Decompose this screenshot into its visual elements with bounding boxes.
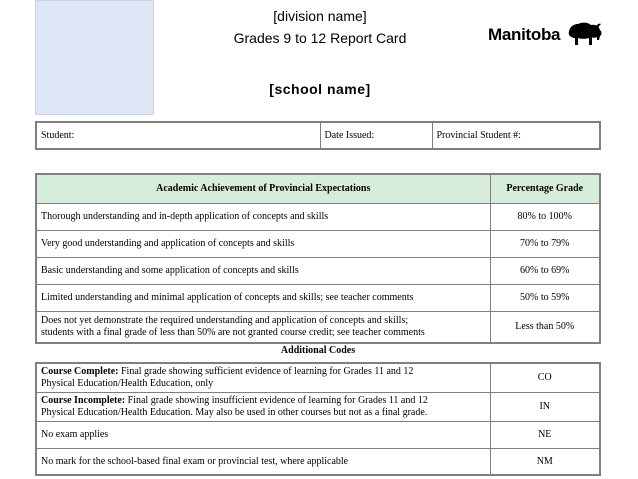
percentage-grade: 70% to 79% (490, 230, 600, 257)
table-row (36, 284, 600, 311)
table-row (36, 421, 600, 448)
desc-line: Final grade showing sufficient evidence of learning for Grades 11 and 12 (118, 365, 414, 377)
school-logo-placeholder (35, 0, 154, 115)
table-row (36, 392, 600, 421)
code-desc (36, 363, 490, 392)
additional-codes-table (35, 362, 601, 476)
code-desc: No mark for the school-based final exam or provincial test, where applicable (36, 448, 490, 475)
code-lead: Course Incomplete: (41, 394, 126, 406)
table-row (36, 230, 600, 257)
achievement-col-header: Academic Achievement of Provincial Expectations (36, 174, 490, 203)
table-row (36, 363, 600, 392)
school-name: [school name] (269, 81, 371, 97)
code-value: NE (490, 421, 600, 448)
code-lead: Course Complete: (41, 365, 119, 377)
table-row (36, 257, 600, 284)
achievement-desc: Very good understanding and application of concepts and skills (36, 230, 490, 257)
code-value: CO (490, 363, 600, 392)
code-desc (36, 392, 490, 421)
student-info-table (35, 121, 601, 150)
additional-codes-title: Additional Codes (280, 345, 356, 356)
achievement-desc: Limited understanding and minimal application of concepts and skills; see teacher comments (36, 284, 490, 311)
percentage-grade: Less than 50% (490, 311, 600, 343)
percentage-grade: 60% to 69% (490, 257, 600, 284)
date-issued-label: Date Issued: (320, 122, 432, 149)
achievement-table (35, 173, 601, 344)
desc-line: Final grade showing insufficient evidence of learning for Grades 11 and 12 (125, 394, 428, 406)
table-row (36, 448, 600, 475)
student-label: Student: (36, 122, 320, 149)
achievement-desc: Thorough understanding and in-depth application of concepts and skills (36, 203, 490, 230)
achievement-desc: Basic understanding and some application of concepts and skills (36, 257, 490, 284)
desc-line: students with a final grade of less than 50% are not granted course credit; see teacher comments (41, 326, 425, 338)
table-row (36, 311, 600, 343)
manitoba-logo (488, 19, 603, 49)
bison-icon (566, 19, 604, 49)
code-value: NM (490, 448, 600, 475)
percentage-col-header: Percentage Grade (490, 174, 600, 203)
desc-line: Physical Education/Health Education, only (41, 377, 214, 389)
desc-line: Physical Education/Health Education. May also be used in other courses but not as a final grade. (41, 406, 428, 418)
achievement-header-row (36, 174, 600, 203)
achievement-desc (36, 311, 490, 343)
table-row (36, 203, 600, 230)
percentage-grade: 80% to 100% (490, 203, 600, 230)
manitoba-wordmark: Manitoba (488, 25, 561, 44)
report-card-title: Grades 9 to 12 Report Card (233, 30, 407, 46)
percentage-grade: 50% to 59% (490, 284, 600, 311)
desc-line: Does not yet demonstrate the required understanding and application of concepts and skills; (41, 314, 409, 326)
division-name: [division name] (273, 8, 367, 24)
code-desc: No exam applies (36, 421, 490, 448)
provincial-student-label: Provincial Student #: (436, 130, 521, 141)
code-value: IN (490, 392, 600, 421)
